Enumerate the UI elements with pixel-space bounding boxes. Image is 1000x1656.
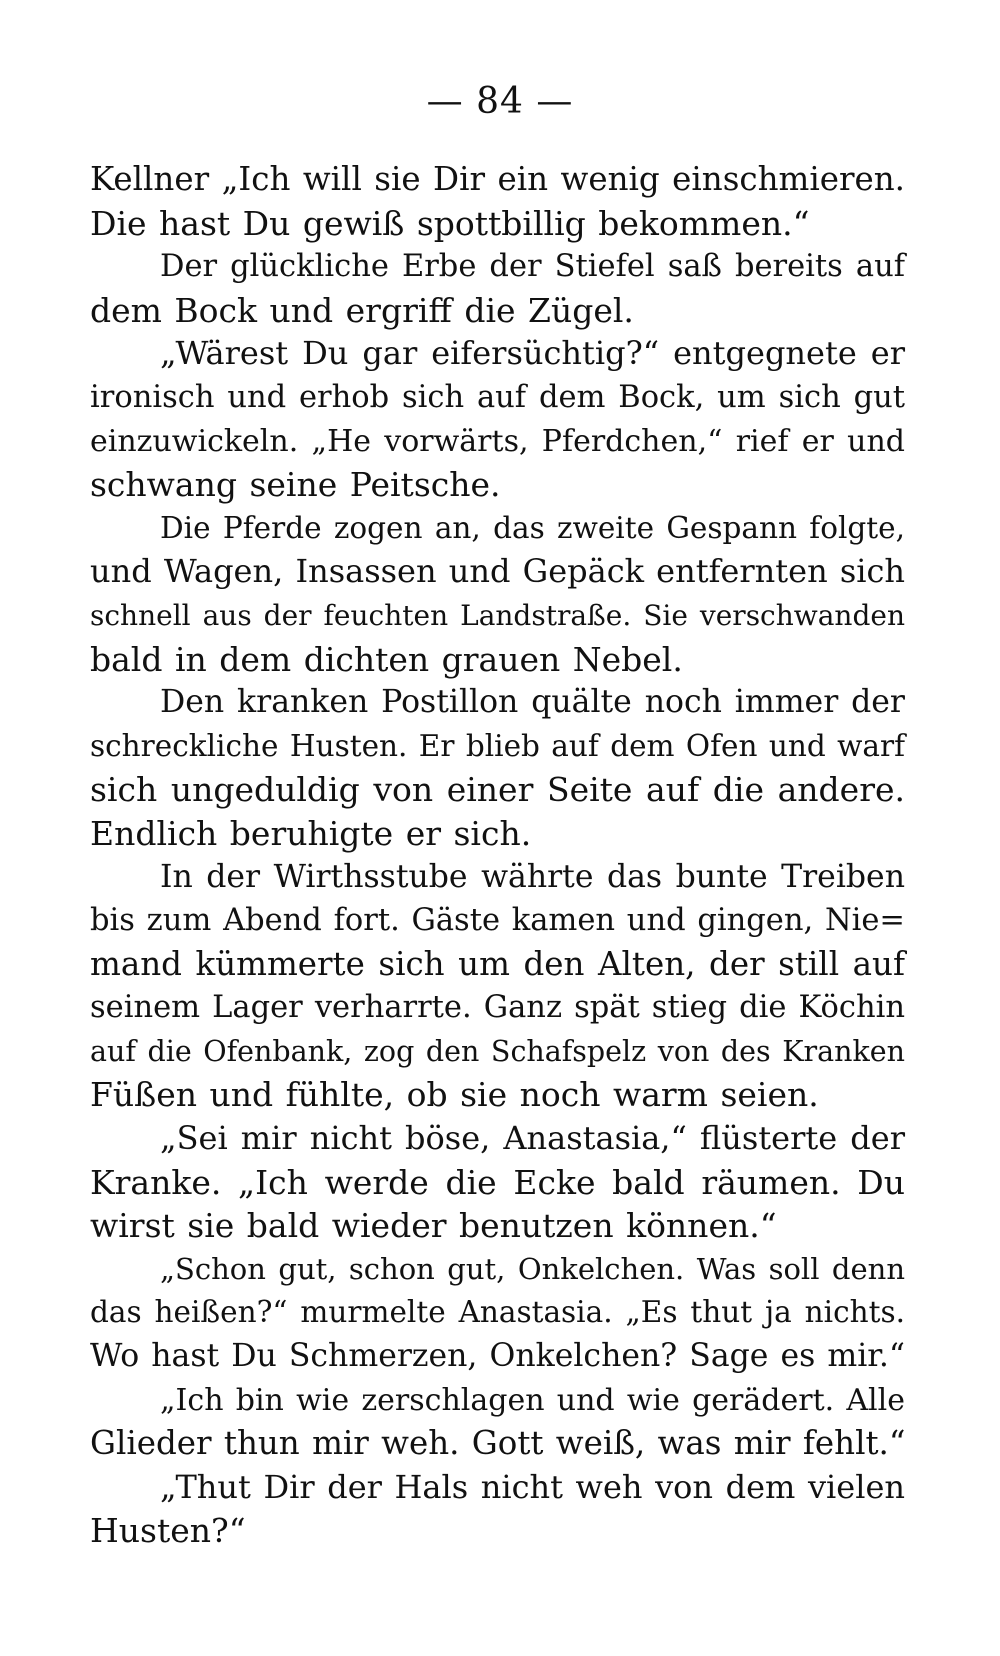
text-line: schwang seine Peitsche.: [90, 465, 501, 505]
text-line: einzuwickeln. „He vorwärts, Pferdchen,“ rief er und: [90, 423, 905, 459]
text-line: Kellner „Ich will sie Dir ein wenig einschmieren.: [90, 160, 905, 198]
text-line: „Sei mir nicht böse, Anastasia,“ flüsterte der: [160, 1119, 905, 1158]
text-line: bald in dem dichten grauen Nebel.: [90, 639, 683, 679]
text-line: dem Bock und ergriff die Zügel.: [90, 290, 634, 330]
text-line: und Wagen, Insassen und Gepäck entfernten sich: [90, 552, 906, 591]
text-line: Kranke. „Ich werde die Ecke bald räumen. Du: [90, 1162, 905, 1202]
page-number: — 84 —: [426, 81, 574, 122]
text-line: „Ich bin wie zerschlagen und wie gerädert. Alle: [160, 1382, 905, 1418]
text-line: Der glückliche Erbe der Stiefel saß bereits auf: [160, 249, 905, 285]
text-line: „Thut Dir der Hals nicht weh von dem vielen: [160, 1467, 905, 1506]
text-line: Den kranken Postillon quälte noch immer der: [160, 684, 905, 721]
text-line: mand kümmerte sich um den Alten, der still auf: [90, 944, 905, 983]
text-line: „Wärest Du gar eifersüchtig?“ entgegnete er: [160, 334, 905, 373]
text-line: Glieder thun mir weh. Gott weiß, was mir fehlt.“: [90, 1424, 906, 1463]
text-line: sich ungeduldig von einer Seite auf die andere.: [90, 770, 905, 810]
text-line: seinem Lager verharrte. Ganz spät stieg die Köchin: [90, 990, 905, 1026]
text-line: ironisch und erhob sich auf dem Bock, um sich gut: [90, 379, 905, 415]
text-line: Wo hast Du Schmerzen, Onkelchen? Sage es mir.“: [90, 1338, 905, 1375]
text-line: Füßen und fühlte, ob sie noch warm seien.: [90, 1075, 819, 1115]
text-line: Endlich beruhigte er sich.: [90, 813, 532, 853]
text-line: bis zum Abend fort. Gäste kamen und gingen, Nie=: [90, 903, 905, 939]
text-line: Die Pferde zogen an, das zweite Gespann folgte,: [160, 510, 905, 545]
text-line: Die hast Du gewiß spottbillig bekommen.“: [90, 203, 810, 243]
text-line: Husten?“: [90, 1511, 246, 1551]
body-text: [90, 158, 905, 1553]
text-line: das heißen?“ murmelte Anastasia. „Es thut ja nichts.: [90, 1295, 905, 1330]
text-line: schnell aus der feuchten Landstraße. Sie verschwanden: [90, 598, 905, 632]
text-line: wirst sie bald wieder benutzen können.“: [90, 1206, 777, 1246]
text-line: schreckliche Husten. Er blieb auf dem Ofen und warf: [90, 728, 905, 763]
text-line: „Schon gut, schon gut, Onkelchen. Was soll denn: [160, 1251, 905, 1286]
text-line: auf die Ofenbank, zog den Schafspelz von des Kranken: [90, 1034, 905, 1068]
text-line: In der Wirthsstube währte das bunte Treiben: [160, 858, 905, 895]
